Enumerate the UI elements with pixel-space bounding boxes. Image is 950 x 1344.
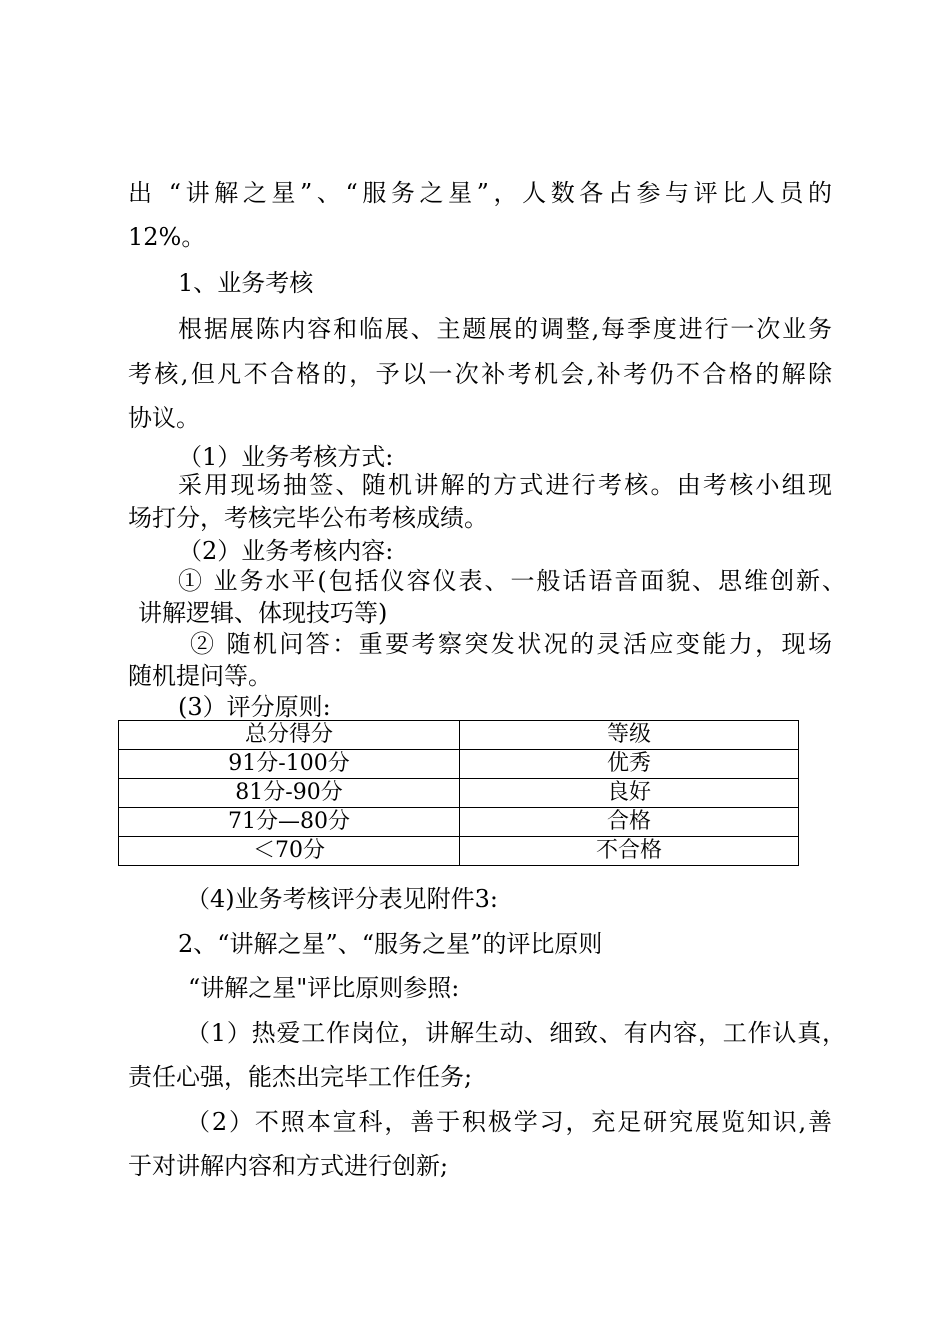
paragraph-line: ② 随机问答：重要考察突发状况的灵活应变能力，现场 [190, 630, 832, 658]
paragraph-line: 随机提问等。 [128, 662, 272, 690]
paragraph-line: 责任心强，能杰出完毕工作任务; [128, 1063, 473, 1091]
subsection-heading: (3）评分原则: [178, 693, 331, 721]
section-heading: 1、业务考核 [178, 269, 314, 297]
paragraph-line: 12%。 [128, 223, 206, 251]
paragraph-line: ① 业务水平(包括仪容仪表、一般话语音面貌、思维创新、 [178, 567, 846, 595]
table-cell: 合格 [460, 808, 799, 837]
table-cell: 优秀 [460, 750, 799, 779]
paragraph-line: 出 “讲解之星”、“服务之星”，人数各占参与评比人员的 [128, 179, 832, 207]
table-row [119, 837, 799, 866]
paragraph-line: 根据展陈内容和临展、主题展的调整,每季度进行一次业务 [178, 315, 832, 343]
table-cell: 91分-100分 [119, 750, 460, 779]
subsection-heading: （1）业务考核方式: [178, 443, 394, 471]
paragraph-line: 采用现场抽签、随机讲解的方式进行考核。由考核小组现 [178, 471, 832, 499]
paragraph-line: 协议。 [128, 404, 200, 432]
paragraph-line: 讲解逻辑、体现技巧等) [138, 599, 388, 627]
section-heading: 2、“讲解之星”、“服务之星”的评比原则 [178, 930, 603, 958]
table-row [119, 808, 799, 837]
table-cell: 良好 [460, 779, 799, 808]
table-cell: 71分—80分 [119, 808, 460, 837]
paragraph-line: 考核,但凡不合格的，予以一次补考机会,补考仍不合格的解除 [128, 360, 832, 388]
subsection-heading: （4)业务考核评分表见附件3: [186, 885, 498, 913]
table-header-row [119, 721, 799, 750]
paragraph-line: 场打分，考核完毕公布考核成绩。 [128, 504, 488, 532]
paragraph-line: 于对讲解内容和方式进行创新; [128, 1152, 449, 1180]
table-cell: 不合格 [460, 837, 799, 866]
score-table [118, 720, 799, 866]
paragraph-line: （1）热爱工作岗位，讲解生动、细致、有内容，工作认真， [186, 1019, 846, 1047]
paragraph-line: （2）不照本宣科，善于积极学习，充足研究展览知识,善 [186, 1108, 832, 1136]
table-cell: ＜70分 [119, 837, 460, 866]
table-cell: 81分-90分 [119, 779, 460, 808]
table-row [119, 779, 799, 808]
table-row [119, 750, 799, 779]
table-header-cell: 等级 [460, 721, 799, 750]
table-header-cell: 总分得分 [119, 721, 460, 750]
paragraph-line: “讲解之星"评比原则参照: [188, 974, 460, 1002]
subsection-heading: （2）业务考核内容: [178, 537, 394, 565]
